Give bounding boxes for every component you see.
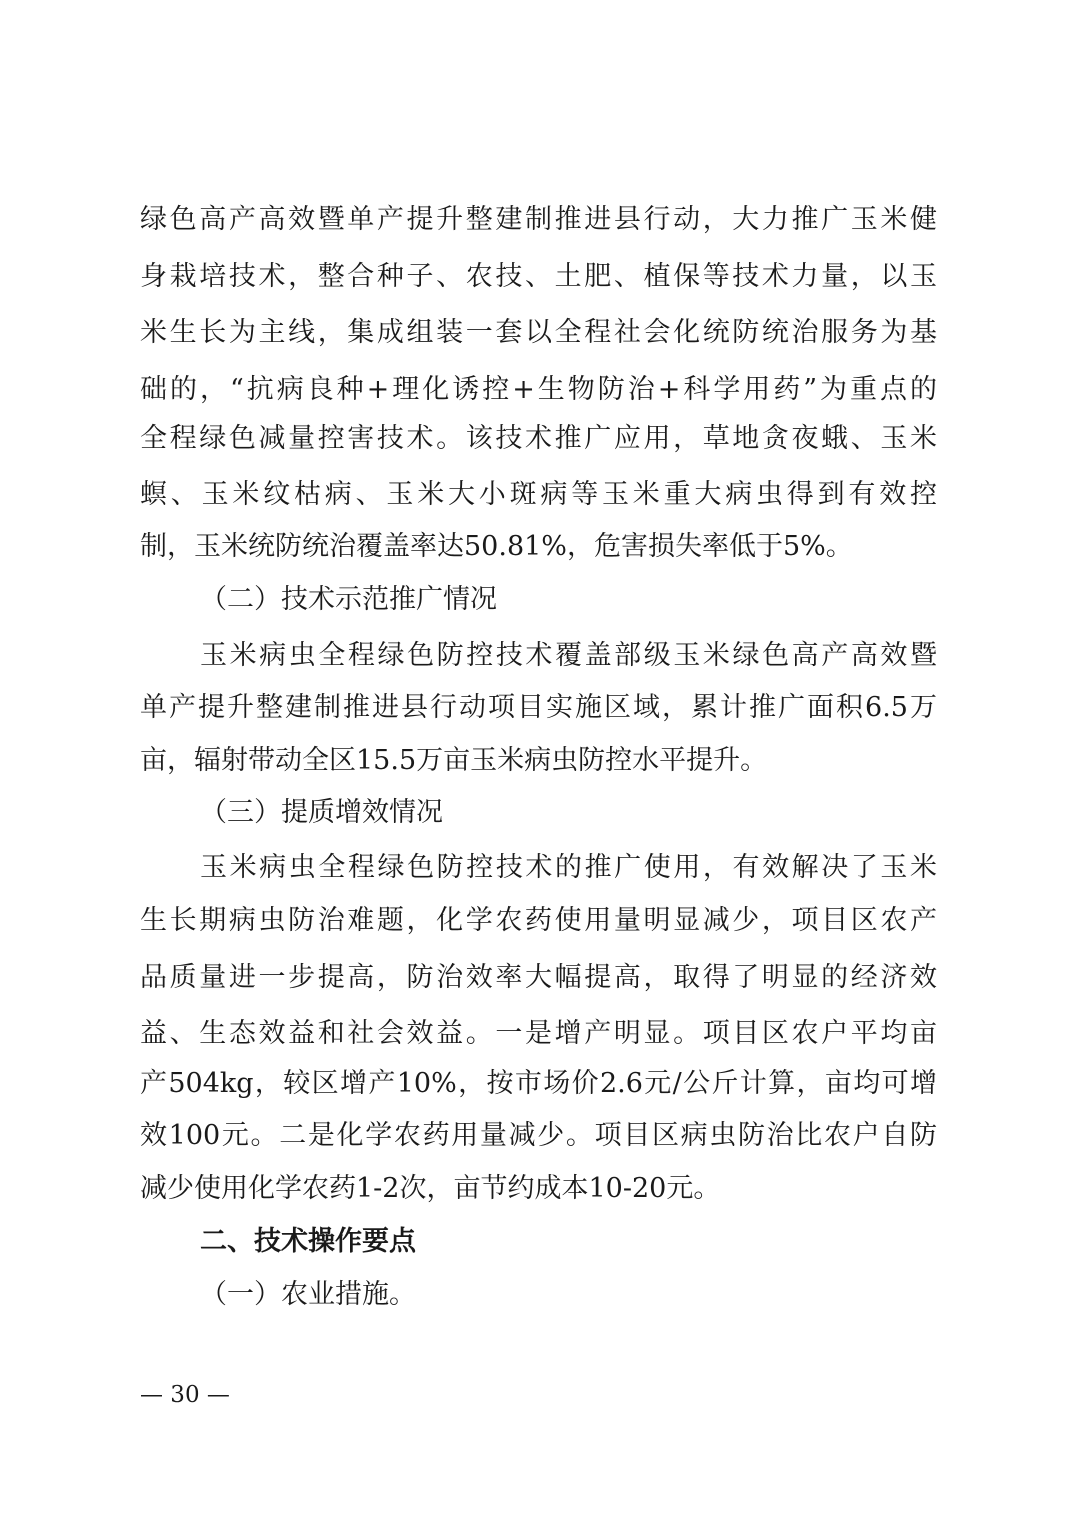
section-heading: 二、技术操作要点: [200, 1226, 416, 1257]
paragraph-line: 品质量进一步提高，防治效率大幅提高，取得了明显的经济效: [140, 962, 937, 993]
paragraph-line: 玉米病虫全程绿色防控技术的推广使用，有效解决了玉米: [200, 852, 937, 883]
paragraph-line: 单产提升整建制推进县行动项目实施区域，累计推广面积6.5万: [140, 692, 937, 723]
paragraph-line: 制，玉米统防统治覆盖率达50.81%，危害损失率低于5%。: [140, 531, 853, 562]
paragraph-line: 益、生态效益和社会效益。一是增产明显。项目区农户平均亩: [140, 1018, 937, 1049]
paragraph-line: 米生长为主线，集成组装一套以全程社会化统防统治服务为基: [140, 317, 937, 348]
subheading-tech-demo: （二）技术示范推广情况: [200, 584, 497, 615]
paragraph-line: 础的，“抗病良种+理化诱控+生物防治+科学用药”为重点的: [140, 374, 937, 405]
paragraph-line: 螟、玉米纹枯病、玉米大小斑病等玉米重大病虫得到有效控: [140, 479, 937, 510]
paragraph-line: 减少使用化学农药1-2次，亩节约成本10-20元。: [140, 1173, 721, 1204]
subheading-agricultural-measures: （一）农业措施。: [200, 1279, 416, 1310]
subheading-quality-efficiency: （三）提质增效情况: [200, 797, 443, 828]
paragraph-line: 亩，辐射带动全区15.5万亩玉米病虫防控水平提升。: [140, 745, 768, 776]
paragraph-line: 身栽培技术，整合种子、农技、土肥、植保等技术力量，以玉: [140, 261, 937, 292]
paragraph-line: 生长期病虫防治难题，化学农药使用量明显减少，项目区农产: [140, 905, 937, 936]
paragraph-line: 玉米病虫全程绿色防控技术覆盖部级玉米绿色高产高效暨: [200, 640, 937, 671]
page-number: — 30 —: [140, 1382, 230, 1408]
paragraph-line: 效100元。二是化学农药用量减少。项目区病虫防治比农户自防: [140, 1120, 937, 1151]
paragraph-line: 全程绿色减量控害技术。该技术推广应用，草地贪夜蛾、玉米: [140, 423, 937, 454]
paragraph-line: 绿色高产高效暨单产提升整建制推进县行动，大力推广玉米健: [140, 204, 937, 235]
paragraph-line: 产504kg，较区增产10%，按市场价2.6元/公斤计算，亩均可增: [140, 1068, 937, 1099]
